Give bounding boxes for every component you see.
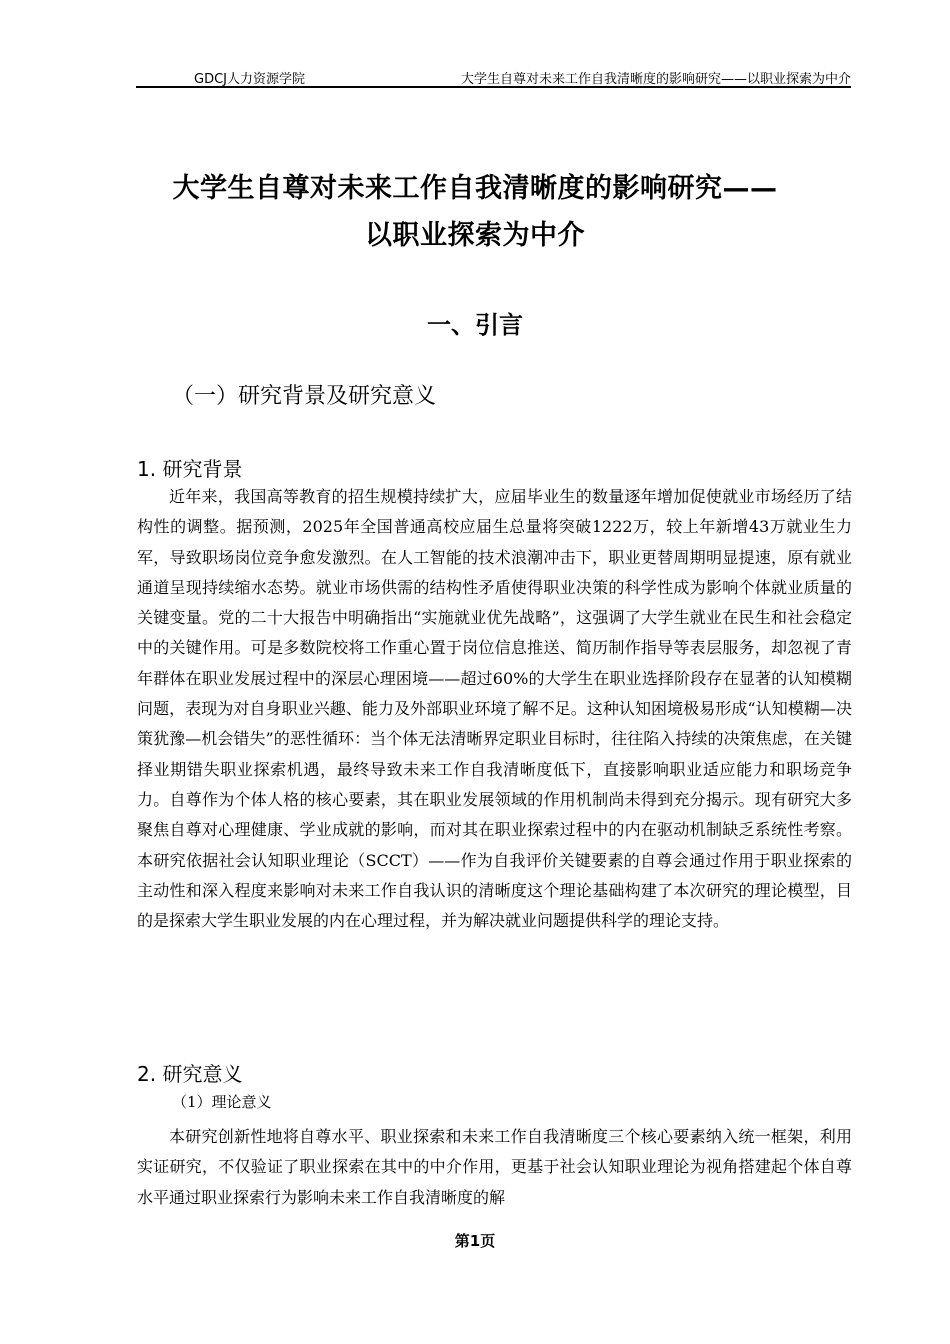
item-heading-research-background: 1. 研究背景 xyxy=(137,457,243,481)
item-heading-research-significance: 2. 研究意义 xyxy=(137,1062,243,1086)
page-number: 第1页 xyxy=(454,1232,496,1250)
paragraph-theoretical-significance: 本研究创新性地将自尊水平、职业探索和未来工作自我清晰度三个核心要素纳入统一框架，利用实证研究，不仅验证了职业探索在其中的中介作用，更基于社会认知职业理论为视角搭建起个体自尊水平通过职业探索行为影响未来工作自我清晰度的解 xyxy=(137,1127,852,1207)
page-header xyxy=(136,66,851,88)
document-title-line1: 大学生自尊对未来工作自我清晰度的影响研究—— xyxy=(172,173,778,204)
header-institution: GDCJ人力资源学院 xyxy=(194,72,305,87)
sub-heading-theoretical-significance: （1）理论意义 xyxy=(172,1093,272,1111)
document-title-line2: 以职业探索为中介 xyxy=(365,220,585,251)
section-heading-introduction: 一、引言 xyxy=(427,311,523,339)
header-running-title: 大学生自尊对未来工作自我清晰度的影响研究——以职业探索为中介 xyxy=(460,72,851,87)
subsection-heading-background-significance: （一）研究背景及研究意义 xyxy=(172,384,437,409)
paragraph-research-background: 近年来，我国高等教育的招生规模持续扩大，应届毕业生的数量逐年增加促使就业市场经历了结构性的调整。据预测，2025年全国普通高校应届生总量将突破1222万，较上年新增43万就业生力军，导致职场岗位竞争愈发激烈。在人工智能的技术浪潮冲击下，职业更替周期明显提速，原有就业通道呈现持续缩水态势。就业市场供需的结构性矛盾使得职业决策的科学性成为影响个体就业质量的关键变量。党的二十大报告中明确指出“实施就业优先战略”，这强调了大学生就业在民生和社会稳定中的关键作用。可是多数院校将工作重心置于岗位信息推送、简历制作指导等表层服务，却忽视了青年群体在职业发展过程中的深层心理困境——超过60%的大学生在职业选择阶段存在显著的认知模糊问题，表现为对自身职业兴趣、能力及外部职业环境了解不足。这种认知困境极易形成“认知模糊—决策犹豫—机会错失”的恶性循环：当个体无法清晰界定职业目标时，往往陷入持续的决策焦虑，在关键择业期错失职业探索机遇，最终导致未来工作自我清晰度低下，直接影响职业适应能力和职场竞争力。自尊作为个体人格的核心要素，其在职业发展领域的作用机制尚未得到充分揭示。现有研究大多聚焦自尊对心理健康、学业成就的影响，而对其在职业探索过程中的内在驱动机制缺乏系统性考察。本研究依据社会认知职业理论（SCCT）——作为自我评价关键要素的自尊会通过作用于职业探索的主动性和深入程度来影响对未来工作自我认识的清晰度这个理论基础构建了本次研究的理论模型，目的是探索大学生职业发展的内在心理过程，并为解决就业问题提供科学的理论支持。 xyxy=(137,487,852,931)
